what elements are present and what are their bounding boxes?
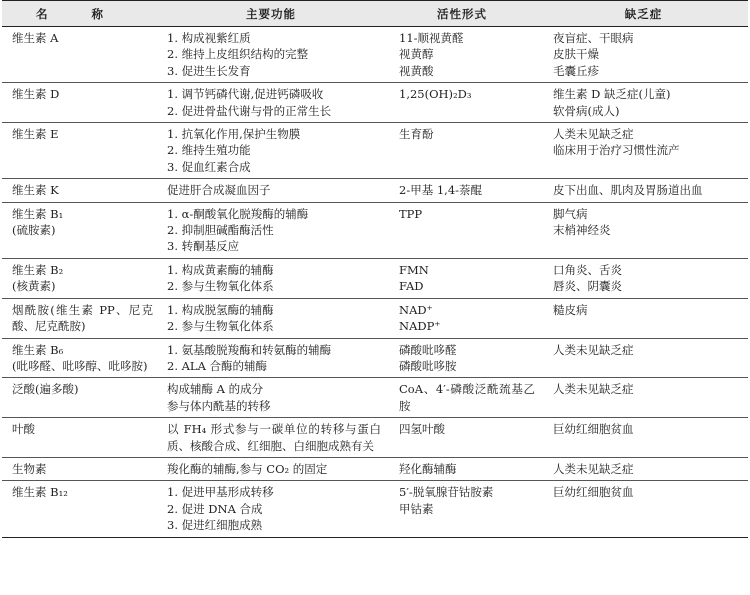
cell-deficiency xyxy=(539,378,748,418)
cell-name xyxy=(2,298,157,338)
table-row xyxy=(2,83,748,123)
cell-line: 1. 调节钙磷代谢,促进钙磷吸收 xyxy=(167,87,324,102)
cell-line: 1. 构成脱氢酶的辅酶 xyxy=(167,302,274,317)
cell-line: 3. 促进红细胞成熟 xyxy=(167,518,263,533)
cell-active-form xyxy=(385,298,539,338)
cell-line: 1. 促进甲基形成转移 xyxy=(167,485,274,500)
cell-line: 5′-脱氧腺苷钴胺素 xyxy=(399,485,494,500)
cell-functions xyxy=(157,298,385,338)
cell-functions xyxy=(157,338,385,378)
cell-line: 维生素 B₂ xyxy=(12,262,64,277)
cell-line: 生育酚 xyxy=(399,127,434,142)
cell-line: 维生素 B₁₂ xyxy=(12,485,68,500)
cell-name xyxy=(2,338,157,378)
cell-deficiency xyxy=(539,83,748,123)
cell-line: 以 FH₄ 形式参与一碳单位的转移与蛋白质、核酸合成、红细胞、白细胞成熟有关 xyxy=(167,422,381,453)
cell-line: 巨幼红细胞贫血 xyxy=(553,485,634,500)
cell-name xyxy=(2,481,157,537)
cell-active-form xyxy=(385,179,539,202)
cell-functions xyxy=(157,481,385,537)
cell-line: 人类未见缺乏症 xyxy=(553,342,634,357)
cell-line: 2-甲基 1,4-萘醌 xyxy=(399,183,483,198)
table-body xyxy=(2,27,748,538)
header-deficiency: 缺乏症 xyxy=(624,6,663,21)
cell-functions xyxy=(157,457,385,480)
cell-line: (核黄素) xyxy=(12,279,56,294)
cell-line: 羧化酶的辅酶,参与 CO₂ 的固定 xyxy=(167,461,328,476)
cell-functions xyxy=(157,202,385,258)
cell-line: 巨幼红细胞贫血 xyxy=(553,422,634,437)
cell-functions xyxy=(157,123,385,179)
header-name: 名 称 xyxy=(35,6,123,21)
cell-line: 3. 促血红素合成 xyxy=(167,159,251,174)
cell-deficiency xyxy=(539,179,748,202)
cell-active-form xyxy=(385,83,539,123)
cell-line: 临床用于治疗习惯性流产 xyxy=(553,143,680,158)
table-row xyxy=(2,481,748,537)
cell-active-form xyxy=(385,123,539,179)
cell-deficiency xyxy=(539,338,748,378)
cell-line: 3. 促进生长发育 xyxy=(167,63,251,78)
cell-line: 人类未见缺乏症 xyxy=(553,461,634,476)
cell-active-form xyxy=(385,258,539,298)
cell-deficiency xyxy=(539,418,748,458)
cell-line: 唇炎、阴囊炎 xyxy=(553,279,622,294)
cell-line: 参与体内酰基的转移 xyxy=(167,398,271,413)
table-row xyxy=(2,457,748,480)
cell-line: 毛囊丘疹 xyxy=(553,63,599,78)
cell-line: 维生素 K xyxy=(12,183,59,198)
cell-line: 口角炎、舌炎 xyxy=(553,262,622,277)
cell-line: FAD xyxy=(399,279,424,294)
cell-active-form xyxy=(385,457,539,480)
cell-line: 1. 氨基酸脱羧酶和转氨酶的辅酶 xyxy=(167,342,332,357)
cell-functions xyxy=(157,27,385,83)
cell-name xyxy=(2,123,157,179)
cell-deficiency xyxy=(539,298,748,338)
cell-line: 人类未见缺乏症 xyxy=(553,127,634,142)
cell-name xyxy=(2,179,157,202)
cell-functions xyxy=(157,179,385,202)
header-row xyxy=(2,1,748,27)
table-row xyxy=(2,27,748,83)
cell-line: 四氢叶酸 xyxy=(399,422,445,437)
cell-name xyxy=(2,457,157,480)
table-row xyxy=(2,202,748,258)
cell-line: 糙皮病 xyxy=(553,302,588,317)
table-row xyxy=(2,123,748,179)
cell-line: CoA、4′-磷酸泛酰巯基乙胺 xyxy=(399,382,535,413)
cell-line: TPP xyxy=(399,206,423,221)
cell-line: 甲钴素 xyxy=(399,501,434,516)
cell-line: NAD⁺ xyxy=(399,302,433,317)
table-row xyxy=(2,378,748,418)
cell-line: 2. 促进 DNA 合成 xyxy=(167,501,263,516)
cell-line: 软骨病(成人) xyxy=(553,103,620,118)
header-function: 主要功能 xyxy=(246,6,296,21)
cell-line: 促进肝合成凝血因子 xyxy=(167,183,271,198)
cell-active-form xyxy=(385,378,539,418)
cell-active-form xyxy=(385,418,539,458)
cell-line: 视黄醇 xyxy=(399,47,434,62)
cell-deficiency xyxy=(539,123,748,179)
cell-line: 叶酸 xyxy=(12,422,35,437)
cell-line: 1. 构成视紫红质 xyxy=(167,31,251,45)
cell-line: 2. 参与生物氧化体系 xyxy=(167,319,274,334)
cell-line: 末梢神经炎 xyxy=(553,223,611,238)
cell-line: 泛酸(遍多酸) xyxy=(12,382,79,397)
cell-deficiency xyxy=(539,258,748,298)
cell-functions xyxy=(157,378,385,418)
cell-active-form xyxy=(385,481,539,537)
cell-line: 人类未见缺乏症 xyxy=(553,382,634,397)
table-row xyxy=(2,258,748,298)
cell-deficiency xyxy=(539,481,748,537)
cell-line: 磷酸吡哆醛 xyxy=(399,342,457,357)
cell-line: 1. 抗氧化作用,保护生物膜 xyxy=(167,127,301,142)
vitamin-table xyxy=(2,0,748,538)
cell-active-form xyxy=(385,202,539,258)
cell-name xyxy=(2,258,157,298)
cell-line: (吡哆醛、吡哆醇、吡哆胺) xyxy=(12,358,148,373)
cell-name xyxy=(2,378,157,418)
cell-line: 3. 转酮基反应 xyxy=(167,239,240,254)
cell-line: 皮下出血、肌肉及胃肠道出血 xyxy=(553,183,703,198)
cell-deficiency xyxy=(539,457,748,480)
cell-line: 维生素 B₆ xyxy=(12,342,64,357)
cell-name xyxy=(2,418,157,458)
cell-line: 夜盲症、干眼病 xyxy=(553,31,634,45)
cell-line: 维生素 A xyxy=(12,31,59,45)
table-row xyxy=(2,298,748,338)
cell-name xyxy=(2,202,157,258)
cell-line: 2. 抑制胆碱酯酶活性 xyxy=(167,223,274,238)
cell-line: 11-顺视黄醛 xyxy=(399,31,464,45)
cell-name xyxy=(2,83,157,123)
cell-line: 1. 构成黄素酶的辅酶 xyxy=(167,262,274,277)
cell-functions xyxy=(157,258,385,298)
header-active-form: 活性形式 xyxy=(437,6,487,21)
cell-line: 皮肤干燥 xyxy=(553,47,599,62)
cell-line: 2. 参与生物氧化体系 xyxy=(167,279,274,294)
cell-line: 2. 维持上皮组织结构的完整 xyxy=(167,47,309,62)
cell-active-form xyxy=(385,338,539,378)
cell-functions xyxy=(157,418,385,458)
cell-line: NADP⁺ xyxy=(399,319,441,334)
cell-line: FMN xyxy=(399,262,429,277)
cell-line: 构成辅酶 A 的成分 xyxy=(167,382,264,397)
cell-name xyxy=(2,27,157,83)
table-row xyxy=(2,418,748,458)
cell-active-form xyxy=(385,27,539,83)
cell-line: 羟化酶辅酶 xyxy=(399,461,457,476)
cell-line: 维生素 D xyxy=(12,87,60,102)
table-row xyxy=(2,179,748,202)
cell-line: 2. ALA 合酶的辅酶 xyxy=(167,358,268,373)
cell-line: 维生素 D 缺乏症(儿童) xyxy=(553,87,671,102)
cell-line: (硫胺素) xyxy=(12,223,56,238)
table-row xyxy=(2,338,748,378)
cell-line: 2. 促进骨盐代谢与骨的正常生长 xyxy=(167,103,332,118)
cell-deficiency xyxy=(539,27,748,83)
cell-deficiency xyxy=(539,202,748,258)
cell-functions xyxy=(157,83,385,123)
cell-line: 磷酸吡哆胺 xyxy=(399,358,457,373)
cell-line: 维生素 E xyxy=(12,127,59,142)
cell-line: 2. 维持生殖功能 xyxy=(167,143,251,158)
cell-line: 1,25(OH)₂D₃ xyxy=(399,87,472,102)
cell-line: 生物素 xyxy=(12,461,47,476)
cell-line: 视黄酸 xyxy=(399,63,434,78)
cell-line: 烟酰胺(维生素 PP、尼克酸、尼克酰胺) xyxy=(12,302,153,334)
cell-line: 维生素 B₁ xyxy=(12,206,64,221)
cell-line: 脚气病 xyxy=(553,206,588,221)
cell-line: 1. α-酮酸氧化脱羧酶的辅酶 xyxy=(167,206,309,221)
